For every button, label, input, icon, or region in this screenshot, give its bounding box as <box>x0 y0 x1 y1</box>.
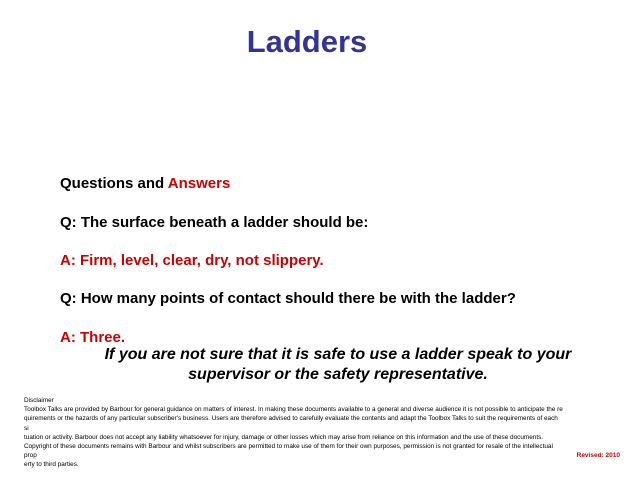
answer-1: A: Firm, level, clear, dry, not slippery. <box>60 252 324 269</box>
qa-heading-prefix: Questions and <box>60 175 168 192</box>
safety-note-line-2: supervisor or the safety representative. <box>188 366 488 383</box>
question-1: Q: The surface beneath a ladder should be: <box>60 214 369 231</box>
answer-2: A: Three. <box>60 329 126 346</box>
revised-date: Revised: 2010 <box>576 452 620 459</box>
qa-heading <box>60 175 230 192</box>
question-2: Q: How many points of contact should there be with the ladder? <box>60 290 516 307</box>
disclaimer-text: Toolbox Talks are provided by Barbour for general guidance on matters of interest. In making these documents available to a general and diverse audience it is not possible to anticipate the re quirements or the hazards of any particular subscriber's business. Users are therefore advised to carefully evaluate the contents and adapt the Toolbox Talks to suit the requirements of each si tuation or activity. Barbour does not accept any liability whatsoever for injury, damage or other losses which may arise from reliance on this information and the use of these documents. Copyright of these documents remains with Barbour and whilst subscribers are permitted to make use of them for their own purposes, permission is not granted for resale of the intellectual prop erty to third parties. <box>24 406 563 469</box>
qa-heading-highlight: Answers <box>167 175 231 192</box>
page-title: Ladders <box>246 24 368 59</box>
safety-note-line-1: If you are not sure that it is safe to use a ladder speak to your <box>104 346 572 363</box>
disclaimer-label: Disclaimer <box>24 397 54 404</box>
safety-note <box>0 345 638 385</box>
disclaimer <box>24 396 564 470</box>
